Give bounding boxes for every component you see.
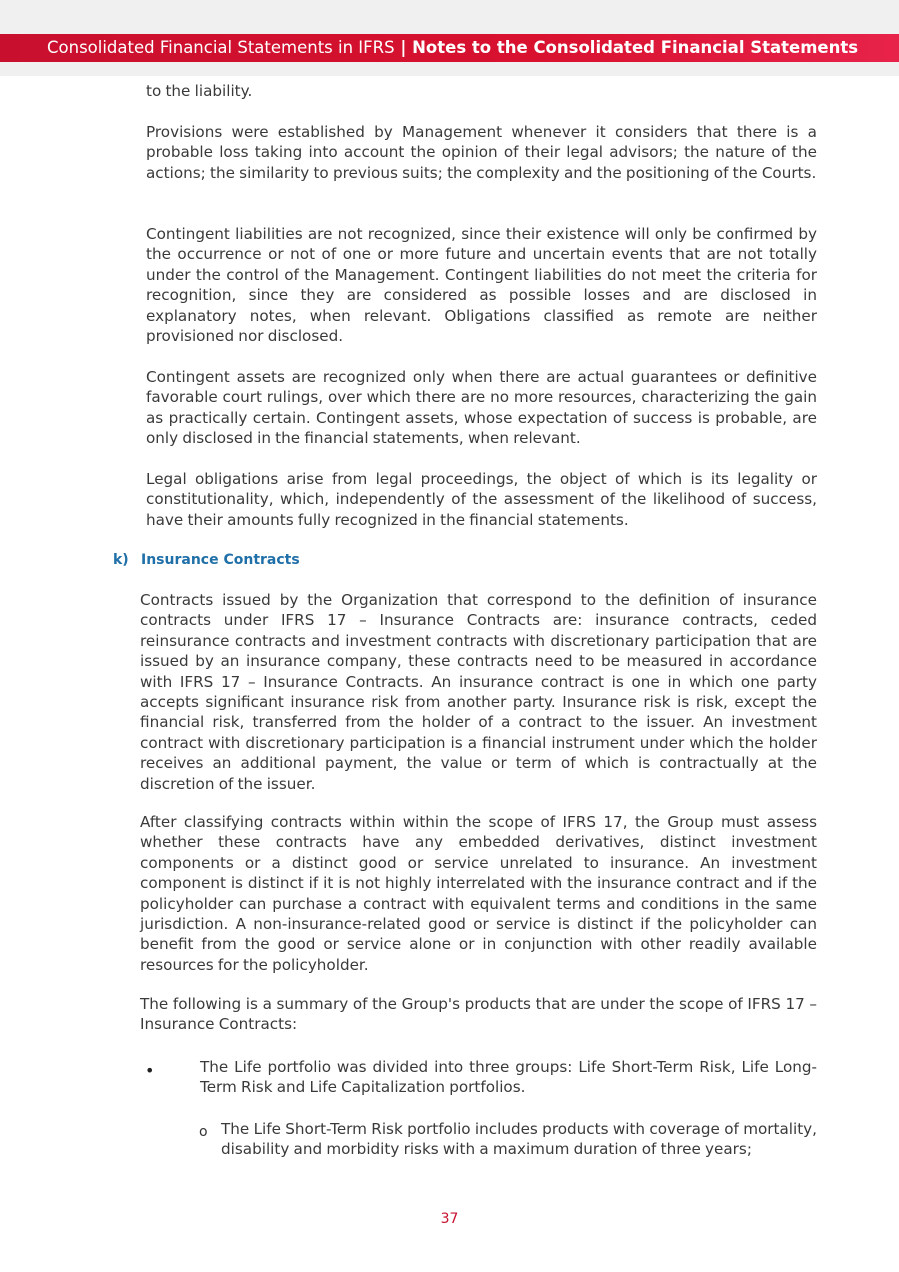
header-separator: | bbox=[394, 38, 413, 57]
paragraph-classification: After classifying contracts within within the scope of IFRS 17, the Group must assess whether these contracts have any embedded derivatives, distinct investment components or a distinct good or service unrelated to insurance. An investment component is distinct if it is not highly interrelated with the insurance contract and if the policyholder can purchase a contract with equivalent terms and conditions in the same jurisdiction. A non-insurance-related good or service is distinct if the policyholder can benefit from the good or service alone or in conjunction with other readily available resources for the policyholder. bbox=[140, 813, 817, 974]
header-shadow-strip bbox=[0, 62, 899, 76]
paragraph-continuation: to the liability. bbox=[146, 82, 253, 100]
document-header bbox=[0, 34, 899, 62]
paragraph-contingent-liabilities: Contingent liabilities are not recognized, since their existence will only be confirmed by the occurrence or not of one or more future and uncertain events that are not totally under the control of the Management. Contingent liabilities do not meet the criteria for recognition, since they are considered as possible losses and are disclosed in explanatory notes, when relevant. Obligations classified as remote are neither provisioned nor disclosed. bbox=[146, 225, 817, 346]
header-title-left: Consolidated Financial Statements in IFRS bbox=[47, 38, 395, 57]
sub-bullet-life-short-term: The Life Short-Term Risk portfolio includes products with coverage of mortality, disability and morbidity risks with a maximum duration of three years; bbox=[221, 1120, 817, 1159]
paragraph-contingent-assets: Contingent assets are recognized only when there are actual guarantees or definitive favorable court rulings, over which there are no more resources, characterizing the gain as practically certain. Contingent assets, whose expectation of success is probable, are only disclosed in the financial statements, when relevant. bbox=[146, 368, 817, 448]
paragraph-legal-obligations: Legal obligations arise from legal proceedings, the object of which is its legality or constitutionality, which, independently of the assessment of the likelihood of success, have their amounts fully recognized in the financial statements. bbox=[146, 470, 817, 529]
header-title-right: Notes to the Consolidated Financial Statements bbox=[412, 38, 859, 57]
paragraph-insurance-definition: Contracts issued by the Organization that correspond to the definition of insurance contracts under IFRS 17 – Insurance Contracts are: insurance contracts, ceded reinsurance contracts and investment contracts with discretionary participation that are issued by an insurance company, these contracts need to be measured in accordance with IFRS 17 – Insurance Contracts. An insurance contract is one in which one party accepts significant insurance risk from another party. Insurance risk is risk, except the financial risk, transferred from the holder of a contract to the issuer. An investment contract with discretionary participation is a financial instrument under which the holder receives an additional payment, the value or term of which is contractually at the discretion of the issuer. bbox=[140, 591, 817, 793]
sub-bullet-icon: o bbox=[199, 1124, 208, 1140]
page-number: 37 bbox=[440, 1211, 459, 1227]
bullet-life-portfolio: The Life portfolio was divided into three groups: Life Short-Term Risk, Life Long-Term Risk and Life Capitalization portfolios. bbox=[200, 1058, 817, 1097]
top-strip bbox=[0, 0, 899, 34]
section-title: Insurance Contracts bbox=[141, 552, 300, 568]
paragraph-summary-intro: The following is a summary of the Group's products that are under the scope of IFRS 17 – Insurance Contracts: bbox=[140, 995, 817, 1034]
bullet-icon: • bbox=[145, 1061, 155, 1080]
section-heading bbox=[113, 550, 300, 570]
section-letter: k) bbox=[113, 552, 129, 568]
paragraph-provisions: Provisions were established by Management whenever it considers that there is a probable loss taking into account the opinion of their legal advisors; the nature of the actions; the similarity to previous suits; the complexity and the positioning of the Courts. bbox=[146, 123, 817, 182]
